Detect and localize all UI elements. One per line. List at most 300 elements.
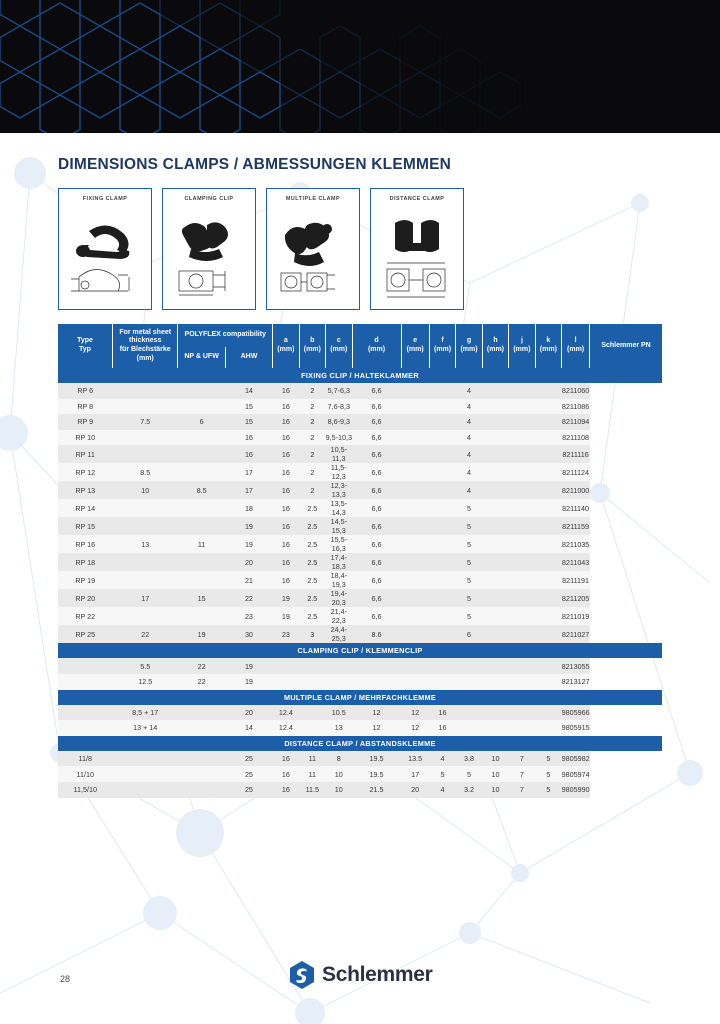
table-cell: 6,6 <box>352 499 401 517</box>
table-cell: 10 <box>482 782 508 798</box>
table-cell <box>509 414 535 430</box>
table-cell: 5 <box>456 499 482 517</box>
table-cell: 30 <box>225 625 272 643</box>
col-header-type <box>58 324 113 368</box>
table-cell <box>178 399 225 415</box>
table-cell <box>113 430 178 446</box>
table-cell <box>509 720 535 736</box>
multiple-clamp-drawing-icon <box>267 205 361 305</box>
table-cell: RP 16 <box>58 535 113 553</box>
table-cell <box>535 625 561 643</box>
table-cell <box>482 481 508 499</box>
table-cell: 5 <box>456 571 482 589</box>
table-cell: 15 <box>225 414 272 430</box>
table-cell <box>299 720 325 736</box>
table-cell: 11/10 <box>58 766 113 782</box>
table-cell: 12 <box>401 705 429 721</box>
table-cell: 5,7-6,3 <box>326 383 352 399</box>
table-cell: 2.5 <box>299 553 325 571</box>
table-cell <box>113 766 178 782</box>
table-cell: 16 <box>273 751 299 767</box>
table-cell: 8213127 <box>562 674 590 690</box>
table-cell: 19.5 <box>352 766 401 782</box>
table-cell <box>482 463 508 481</box>
table-cell: 8211124 <box>562 463 590 481</box>
table-cell: 15 <box>178 589 225 607</box>
table-cell: 11,5-12,3 <box>326 463 352 481</box>
table-cell <box>535 720 561 736</box>
table-cell: RP 15 <box>58 517 113 535</box>
table-row <box>58 766 662 782</box>
table-cell: RP 22 <box>58 607 113 625</box>
table-cell <box>482 430 508 446</box>
table-cell: RP 14 <box>58 499 113 517</box>
table-cell: 12 <box>401 720 429 736</box>
table-cell: 8.5 <box>178 481 225 499</box>
table-cell <box>429 399 455 415</box>
table-cell: 22 <box>225 589 272 607</box>
table-cell: RP 13 <box>58 481 113 499</box>
table-section-header <box>58 643 662 658</box>
table-cell <box>509 589 535 607</box>
table-cell: 19 <box>225 535 272 553</box>
table-cell: 2 <box>299 399 325 415</box>
table-cell: 8211086 <box>562 399 590 415</box>
table-cell <box>273 674 299 690</box>
table-body <box>58 368 662 798</box>
table-cell: 3.2 <box>456 782 482 798</box>
table-cell <box>429 658 455 674</box>
table-cell <box>535 399 561 415</box>
table-cell <box>401 674 429 690</box>
table-cell: 2.5 <box>299 589 325 607</box>
table-cell: 11 <box>299 766 325 782</box>
table-section-label: FIXING CLIP / HALTEKLAMMER <box>58 368 662 383</box>
table-cell: 2.5 <box>299 607 325 625</box>
table-cell: RP 18 <box>58 553 113 571</box>
table-cell <box>429 535 455 553</box>
table-cell <box>429 625 455 643</box>
table-row <box>58 674 662 690</box>
col-header-c: c (mm) <box>326 324 352 368</box>
table-cell: 5 <box>456 553 482 571</box>
table-cell <box>178 383 225 399</box>
table-cell: 19.5 <box>352 751 401 767</box>
table-cell <box>113 751 178 767</box>
table-cell <box>401 553 429 571</box>
table-cell <box>178 751 225 767</box>
table-cell: 5 <box>429 766 455 782</box>
distance-clamp-image <box>370 188 464 310</box>
table-cell <box>509 607 535 625</box>
table-cell: 4 <box>456 383 482 399</box>
table-cell: 8211035 <box>562 535 590 553</box>
table-cell: 2.5 <box>299 535 325 553</box>
table-cell: 8211205 <box>562 589 590 607</box>
table-cell: 16 <box>273 517 299 535</box>
table-cell <box>456 658 482 674</box>
table-cell: 16 <box>273 571 299 589</box>
table-cell: 16 <box>273 766 299 782</box>
table-cell: 22 <box>178 658 225 674</box>
table-cell: 17 <box>225 463 272 481</box>
table-cell <box>509 499 535 517</box>
table-cell: 25 <box>225 766 272 782</box>
table-row <box>58 399 662 415</box>
table-cell: 18 <box>225 499 272 517</box>
table-cell <box>326 674 352 690</box>
table-cell <box>401 383 429 399</box>
page-title-de: ABMESSUNGEN KLEMMEN <box>242 156 452 173</box>
brand-logo <box>287 960 433 990</box>
table-row <box>58 658 662 674</box>
table-cell <box>535 445 561 463</box>
table-cell: 4 <box>456 399 482 415</box>
page-title <box>58 156 720 174</box>
table-cell: 13 + 14 <box>113 720 178 736</box>
page-number: 28 <box>60 974 71 984</box>
table-cell <box>178 766 225 782</box>
table-cell: 16 <box>273 445 299 463</box>
table-cell: 19,4-20,3 <box>326 589 352 607</box>
table-cell: 6,6 <box>352 535 401 553</box>
table-cell: 9,5-10,3 <box>326 430 352 446</box>
fixing-clamp-image <box>58 188 152 310</box>
table-row <box>58 517 662 535</box>
table-cell: 9805974 <box>562 766 590 782</box>
table-cell <box>401 399 429 415</box>
table-cell: 6,6 <box>352 399 401 415</box>
table-cell <box>429 674 455 690</box>
table-row <box>58 720 662 736</box>
table-cell: 15,5-16,3 <box>326 535 352 553</box>
table-cell: 2.5 <box>299 499 325 517</box>
table-cell: 5 <box>456 766 482 782</box>
table-cell <box>456 674 482 690</box>
table-cell: 7 <box>509 782 535 798</box>
table-cell <box>113 517 178 535</box>
clamping-clip-caption: CLAMPING CLIP <box>184 196 234 202</box>
table-cell: 10 <box>482 751 508 767</box>
table-cell <box>482 625 508 643</box>
table-cell <box>178 445 225 463</box>
table-cell: 10 <box>326 766 352 782</box>
table-cell <box>482 414 508 430</box>
table-cell <box>482 705 508 721</box>
table-cell <box>429 481 455 499</box>
page-content <box>0 133 720 798</box>
table-cell: 24,4-25,3 <box>326 625 352 643</box>
table-cell <box>299 705 325 721</box>
table-cell <box>429 445 455 463</box>
table-cell: 10,5-11,3 <box>326 445 352 463</box>
table-cell: 17,4-18,3 <box>326 553 352 571</box>
col-header-g: g (mm) <box>456 324 482 368</box>
table-cell <box>429 571 455 589</box>
col-header-f: f (mm) <box>429 324 455 368</box>
table-cell <box>113 553 178 571</box>
table-cell <box>113 383 178 399</box>
table-cell <box>482 589 508 607</box>
table-cell: 25 <box>225 782 272 798</box>
table-row <box>58 499 662 517</box>
table-cell <box>401 463 429 481</box>
table-cell <box>509 658 535 674</box>
table-cell: 8.5 <box>113 463 178 481</box>
table-cell <box>273 658 299 674</box>
table-row <box>58 553 662 571</box>
table-cell <box>401 571 429 589</box>
clamping-clip-image <box>162 188 256 310</box>
distance-clamp-caption: DISTANCE CLAMP <box>389 196 445 202</box>
table-cell <box>482 535 508 553</box>
table-cell: 25 <box>225 751 272 767</box>
table-cell <box>509 553 535 571</box>
table-cell <box>58 658 113 674</box>
table-cell: RP 9 <box>58 414 113 430</box>
table-cell <box>352 658 401 674</box>
fixing-clamp-caption: FIXING CLAMP <box>82 196 128 202</box>
table-cell <box>535 414 561 430</box>
table-cell: RP 8 <box>58 399 113 415</box>
table-cell <box>113 571 178 589</box>
header-band <box>0 0 720 133</box>
col-header-k: k (mm) <box>535 324 561 368</box>
multiple-clamp-image <box>266 188 360 310</box>
table-cell: RP 20 <box>58 589 113 607</box>
table-cell <box>178 571 225 589</box>
table-cell: RP 6 <box>58 383 113 399</box>
table-cell: 16 <box>273 463 299 481</box>
table-cell: 4 <box>429 751 455 767</box>
table-cell <box>178 553 225 571</box>
table-cell <box>401 535 429 553</box>
table-cell: 16 <box>225 430 272 446</box>
table-cell: 8,6-9,3 <box>326 414 352 430</box>
table-cell <box>401 607 429 625</box>
table-cell: 6,6 <box>352 481 401 499</box>
table-cell <box>509 571 535 589</box>
table-cell <box>456 705 482 721</box>
table-cell <box>482 571 508 589</box>
table-cell: 23 <box>225 607 272 625</box>
table-cell <box>509 705 535 721</box>
table-cell: 19 <box>178 625 225 643</box>
table-cell: 8211108 <box>562 430 590 446</box>
table-row <box>58 705 662 721</box>
table-cell: 11,5/10 <box>58 782 113 798</box>
table-row <box>58 625 662 643</box>
col-header-np-ufw: NP & UFW <box>178 347 225 368</box>
table-cell <box>509 383 535 399</box>
table-cell: 4 <box>456 463 482 481</box>
table-cell <box>482 553 508 571</box>
table-cell <box>429 430 455 446</box>
table-cell <box>178 463 225 481</box>
table-cell: 19 <box>225 658 272 674</box>
fixing-clamp-drawing-icon <box>59 205 153 305</box>
table-cell: 4 <box>429 782 455 798</box>
table-cell <box>429 553 455 571</box>
table-cell <box>482 517 508 535</box>
table-cell: 21.5 <box>352 782 401 798</box>
table-cell <box>401 430 429 446</box>
col-header-l: l (mm) <box>562 324 590 368</box>
table-cell: 7,6-8,3 <box>326 399 352 415</box>
table-cell <box>509 445 535 463</box>
table-cell: 8211191 <box>562 571 590 589</box>
schlemmer-logo-icon <box>287 960 317 990</box>
table-cell <box>113 607 178 625</box>
table-cell: 6,6 <box>352 589 401 607</box>
table-cell <box>299 674 325 690</box>
table-cell <box>535 705 561 721</box>
table-cell <box>535 674 561 690</box>
table-cell <box>509 481 535 499</box>
table-cell: 6,6 <box>352 430 401 446</box>
table-cell <box>352 674 401 690</box>
table-cell <box>401 625 429 643</box>
table-cell <box>535 571 561 589</box>
table-cell <box>482 658 508 674</box>
table-cell: 8211027 <box>562 625 590 643</box>
table-cell: 8211094 <box>562 414 590 430</box>
table-cell <box>113 499 178 517</box>
table-cell <box>509 517 535 535</box>
hexagon-pattern-icon <box>0 0 720 133</box>
table-cell <box>535 553 561 571</box>
table-cell: 16 <box>429 705 455 721</box>
table-cell: RP 11 <box>58 445 113 463</box>
table-cell: 6,6 <box>352 553 401 571</box>
table-cell: 13 <box>113 535 178 553</box>
table-cell: 16 <box>273 414 299 430</box>
table-cell: 16 <box>429 720 455 736</box>
col-header-ahw: AHW <box>225 347 272 368</box>
table-cell: 3.8 <box>456 751 482 767</box>
table-cell: 7 <box>509 751 535 767</box>
table-cell: 2 <box>299 430 325 446</box>
table-cell <box>429 607 455 625</box>
table-cell: 14 <box>225 720 272 736</box>
table-row <box>58 445 662 463</box>
table-cell: 8211140 <box>562 499 590 517</box>
table-cell: 9805966 <box>562 705 590 721</box>
table-cell: 14,5-15,3 <box>326 517 352 535</box>
table-cell: 4 <box>456 445 482 463</box>
table-cell: 23 <box>273 625 299 643</box>
table-cell: 2.5 <box>299 517 325 535</box>
table-cell: 9805990 <box>562 782 590 798</box>
col-header-j: j (mm) <box>509 324 535 368</box>
table-cell <box>535 383 561 399</box>
table-row <box>58 430 662 446</box>
table-row <box>58 607 662 625</box>
table-cell: 7.5 <box>113 414 178 430</box>
table-cell <box>509 625 535 643</box>
table-cell <box>429 499 455 517</box>
table-cell: 6,6 <box>352 383 401 399</box>
table-cell: 12.4 <box>273 720 299 736</box>
table-cell: 6,6 <box>352 445 401 463</box>
table-cell: 10 <box>326 782 352 798</box>
table-cell <box>429 383 455 399</box>
table-cell <box>509 430 535 446</box>
table-cell <box>401 414 429 430</box>
table-row <box>58 751 662 767</box>
table-cell <box>509 399 535 415</box>
table-cell: 19 <box>273 607 299 625</box>
table-cell: 16 <box>273 383 299 399</box>
table-cell: 16 <box>273 430 299 446</box>
table-cell: 17 <box>401 766 429 782</box>
dimensions-table <box>58 324 662 798</box>
table-cell: 8 <box>326 751 352 767</box>
table-cell: 13.5 <box>401 751 429 767</box>
table-cell: 2 <box>299 445 325 463</box>
table-section-header <box>58 368 662 383</box>
table-cell: 12,3-13,3 <box>326 481 352 499</box>
table-cell: 5 <box>535 782 561 798</box>
brand-logo-text: Schlemmer <box>322 963 433 986</box>
table-cell: 3 <box>299 625 325 643</box>
table-section-header <box>58 736 662 751</box>
table-cell: 10.5 <box>326 705 352 721</box>
table-cell: 13,5-14,3 <box>326 499 352 517</box>
table-cell: 6,6 <box>352 463 401 481</box>
table-cell: 8211000 <box>562 481 590 499</box>
table-cell <box>58 705 113 721</box>
table-cell: 16 <box>273 499 299 517</box>
table-cell <box>178 607 225 625</box>
table-cell <box>299 658 325 674</box>
table-cell: RP 19 <box>58 571 113 589</box>
col-header-type-en: Type <box>77 337 93 345</box>
table-cell: 5 <box>456 589 482 607</box>
col-header-type-de: Typ <box>79 346 91 353</box>
table-cell: 18,4-19,3 <box>326 571 352 589</box>
table-row <box>58 589 662 607</box>
table-cell: 16 <box>273 782 299 798</box>
table-cell: 19 <box>225 674 272 690</box>
table-cell: 5 <box>456 607 482 625</box>
table-cell <box>113 782 178 798</box>
table-cell: 9805915 <box>562 720 590 736</box>
table-cell <box>535 517 561 535</box>
col-header-e: e (mm) <box>401 324 429 368</box>
table-cell: 10 <box>113 481 178 499</box>
table-cell: 11.5 <box>299 782 325 798</box>
table-cell <box>456 720 482 736</box>
table-cell: 5.5 <box>113 658 178 674</box>
table-cell <box>482 674 508 690</box>
page-title-en: DIMENSIONS CLAMPS <box>58 156 230 173</box>
table-cell: 12 <box>352 705 401 721</box>
table-cell <box>482 720 508 736</box>
table-cell: 4 <box>456 481 482 499</box>
table-row <box>58 571 662 589</box>
table-cell <box>482 445 508 463</box>
table-cell: 11/8 <box>58 751 113 767</box>
table-cell: 5 <box>535 751 561 767</box>
table-cell <box>401 658 429 674</box>
table-cell <box>178 705 225 721</box>
table-cell <box>509 535 535 553</box>
col-header-b: b (mm) <box>299 324 325 368</box>
table-cell <box>429 414 455 430</box>
table-cell <box>535 463 561 481</box>
table-cell: 7 <box>509 766 535 782</box>
